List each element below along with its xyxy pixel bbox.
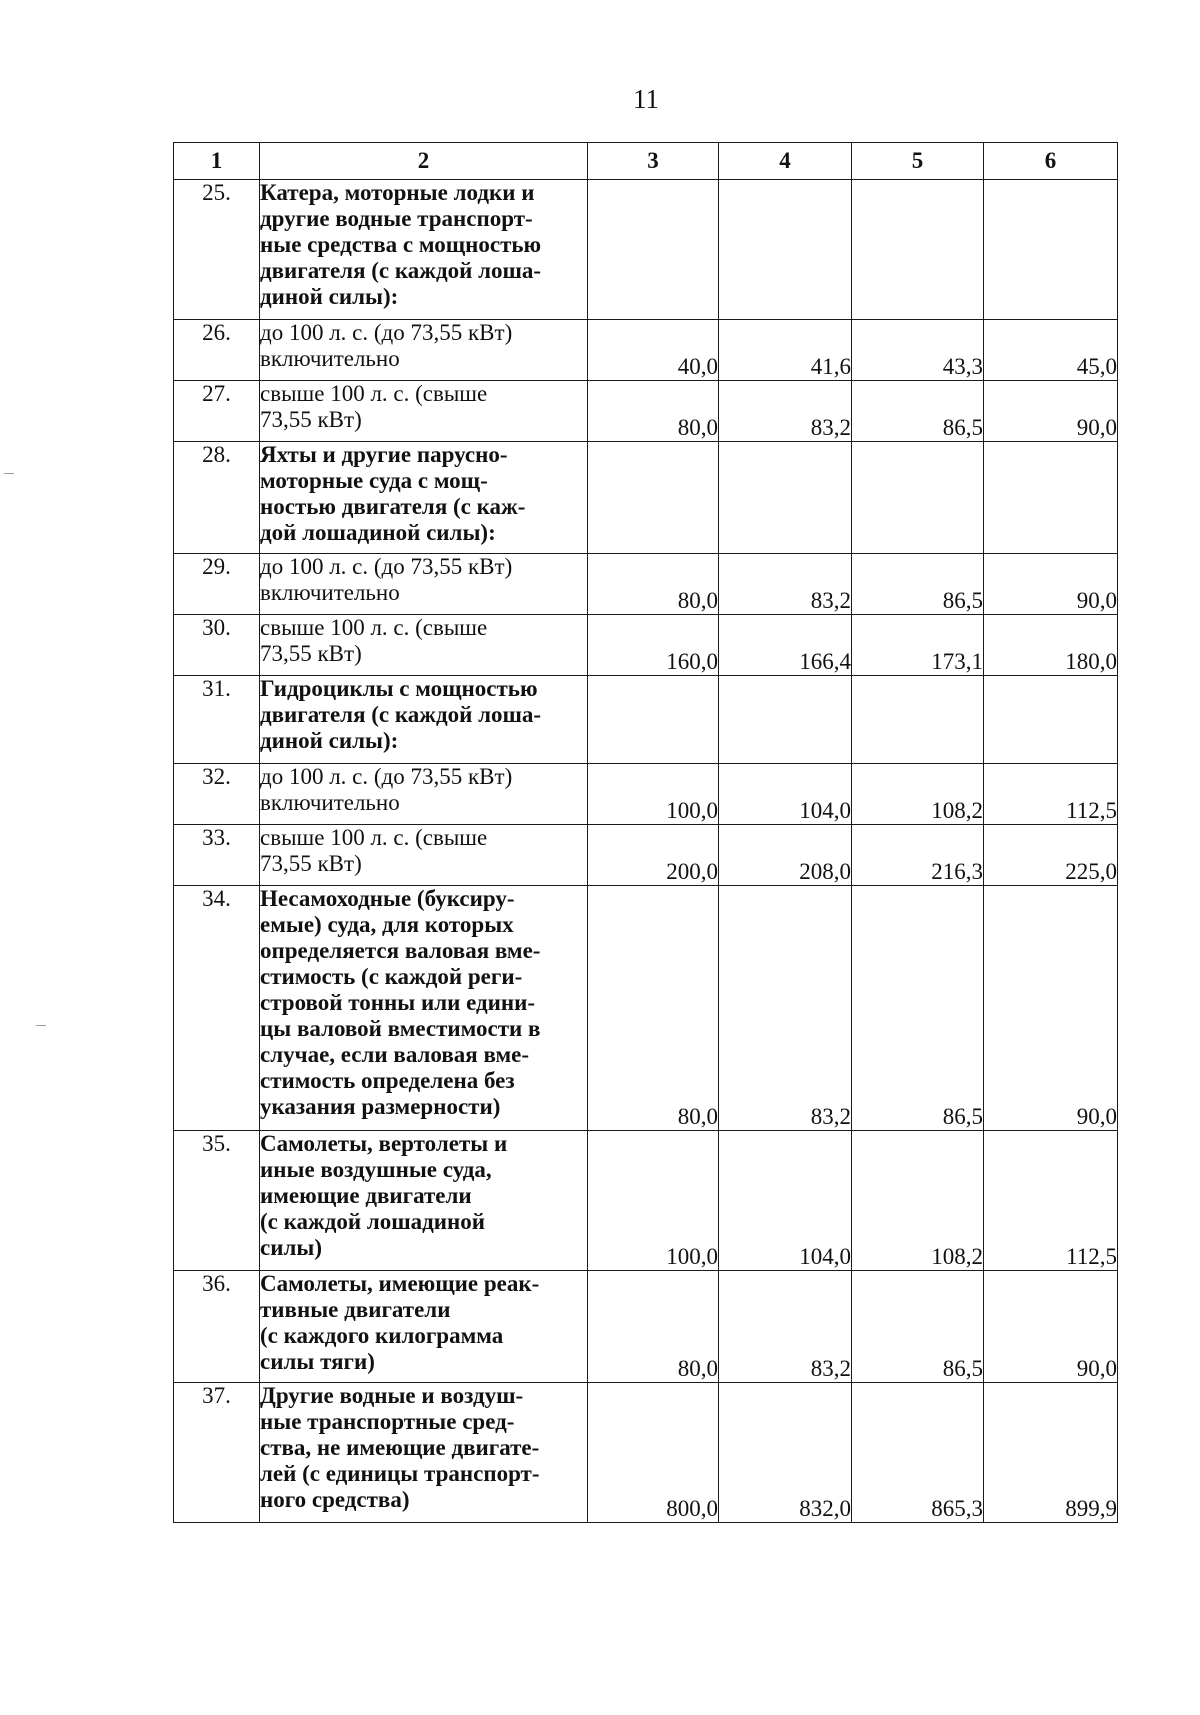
- value-cell: [852, 442, 984, 554]
- row-description: Другие водные и воздуш- ные транспортные сред- ства, не имеющие двигате- лей (с единицы транспорт- ного средства): [260, 1383, 588, 1523]
- row-description: до 100 л. с. (до 73,55 кВт) включительно: [260, 764, 588, 825]
- row-description: Катера, моторные лодки и другие водные транспорт- ные средства с мощностью двигателя (с каждой лоша- диной силы):: [260, 180, 588, 320]
- value-cell: 90,0: [984, 1271, 1118, 1383]
- margin-mark: [4, 473, 14, 474]
- row-number: 25.: [174, 180, 260, 320]
- row-description: до 100 л. с. (до 73,55 кВт) включительно: [260, 320, 588, 381]
- value-cell: 90,0: [984, 381, 1118, 442]
- value-cell: [588, 676, 719, 764]
- value-cell: [719, 180, 852, 320]
- value-cell: 108,2: [852, 764, 984, 825]
- row-number: 28.: [174, 442, 260, 554]
- row-description: Яхты и другие парусно- моторные суда с мощ- ностью двигателя (с каж- дой лошадиной силы):: [260, 442, 588, 554]
- header-row: [174, 143, 1118, 180]
- value-cell: 80,0: [588, 1271, 719, 1383]
- column-header: 5: [852, 143, 984, 180]
- row-description: свыше 100 л. с. (свыше 73,55 кВт): [260, 381, 588, 442]
- table-row: [174, 825, 1118, 886]
- value-cell: 83,2: [719, 1271, 852, 1383]
- table-row: [174, 554, 1118, 615]
- row-number: 32.: [174, 764, 260, 825]
- value-cell: 80,0: [588, 381, 719, 442]
- row-description: свыше 100 л. с. (свыше 73,55 кВт): [260, 825, 588, 886]
- row-description: свыше 100 л. с. (свыше 73,55 кВт): [260, 615, 588, 676]
- value-cell: 40,0: [588, 320, 719, 381]
- value-cell: [984, 180, 1118, 320]
- row-description: Самолеты, вертолеты и иные воздушные суда, имеющие двигатели (с каждой лошадиной силы): [260, 1131, 588, 1271]
- value-cell: 41,6: [719, 320, 852, 381]
- row-number: 26.: [174, 320, 260, 381]
- value-cell: 200,0: [588, 825, 719, 886]
- value-cell: 112,5: [984, 764, 1118, 825]
- column-header: 4: [719, 143, 852, 180]
- value-cell: 45,0: [984, 320, 1118, 381]
- table-row: [174, 320, 1118, 381]
- value-cell: [852, 180, 984, 320]
- value-cell: 112,5: [984, 1131, 1118, 1271]
- value-cell: [984, 442, 1118, 554]
- column-header: 3: [588, 143, 719, 180]
- value-cell: 173,1: [852, 615, 984, 676]
- row-number: 30.: [174, 615, 260, 676]
- table-row: [174, 442, 1118, 554]
- value-cell: 90,0: [984, 886, 1118, 1131]
- value-cell: 865,3: [852, 1383, 984, 1523]
- value-cell: 216,3: [852, 825, 984, 886]
- value-cell: [588, 442, 719, 554]
- value-cell: 83,2: [719, 886, 852, 1131]
- row-description: Гидроциклы с мощностью двигателя (с каждой лоша- диной силы):: [260, 676, 588, 764]
- value-cell: [719, 442, 852, 554]
- value-cell: 90,0: [984, 554, 1118, 615]
- rates-table: [173, 142, 1118, 1523]
- value-cell: 832,0: [719, 1383, 852, 1523]
- value-cell: 43,3: [852, 320, 984, 381]
- value-cell: 104,0: [719, 1131, 852, 1271]
- value-cell: 86,5: [852, 381, 984, 442]
- table-row: [174, 381, 1118, 442]
- value-cell: 80,0: [588, 554, 719, 615]
- margin-mark: [36, 1025, 46, 1026]
- table-row: [174, 886, 1118, 1131]
- value-cell: 180,0: [984, 615, 1118, 676]
- value-cell: 80,0: [588, 886, 719, 1131]
- value-cell: [588, 180, 719, 320]
- value-cell: 86,5: [852, 886, 984, 1131]
- row-number: 34.: [174, 886, 260, 1131]
- row-number: 35.: [174, 1131, 260, 1271]
- value-cell: 899,9: [984, 1383, 1118, 1523]
- table-row: [174, 764, 1118, 825]
- value-cell: 208,0: [719, 825, 852, 886]
- table-row: [174, 180, 1118, 320]
- value-cell: 160,0: [588, 615, 719, 676]
- table-row: [174, 1271, 1118, 1383]
- value-cell: 166,4: [719, 615, 852, 676]
- value-cell: 104,0: [719, 764, 852, 825]
- row-description: Самолеты, имеющие реак- тивные двигатели (с каждого килограмма силы тяги): [260, 1271, 588, 1383]
- value-cell: 100,0: [588, 1131, 719, 1271]
- table-row: [174, 676, 1118, 764]
- value-cell: 86,5: [852, 1271, 984, 1383]
- value-cell: 108,2: [852, 1131, 984, 1271]
- table-row: [174, 1131, 1118, 1271]
- value-cell: [984, 676, 1118, 764]
- page-number: 11: [633, 84, 659, 114]
- row-number: 37.: [174, 1383, 260, 1523]
- table-row: [174, 1383, 1118, 1523]
- value-cell: 100,0: [588, 764, 719, 825]
- row-number: 27.: [174, 381, 260, 442]
- row-number: 33.: [174, 825, 260, 886]
- value-cell: 225,0: [984, 825, 1118, 886]
- value-cell: 83,2: [719, 381, 852, 442]
- value-cell: 86,5: [852, 554, 984, 615]
- value-cell: [852, 676, 984, 764]
- column-header: 1: [174, 143, 260, 180]
- row-number: 31.: [174, 676, 260, 764]
- row-number: 36.: [174, 1271, 260, 1383]
- column-header: 6: [984, 143, 1118, 180]
- value-cell: [719, 676, 852, 764]
- column-header: 2: [260, 143, 588, 180]
- row-description: до 100 л. с. (до 73,55 кВт) включительно: [260, 554, 588, 615]
- value-cell: 800,0: [588, 1383, 719, 1523]
- value-cell: 83,2: [719, 554, 852, 615]
- row-number: 29.: [174, 554, 260, 615]
- row-description: Несамоходные (буксиру- емые) суда, для которых определяется валовая вме- стимость (с каждой реги- стровой тонны или едини- цы валовой вместимости в случае, если валовая вме- стимость определена без указания размерности): [260, 886, 588, 1131]
- table-row: [174, 615, 1118, 676]
